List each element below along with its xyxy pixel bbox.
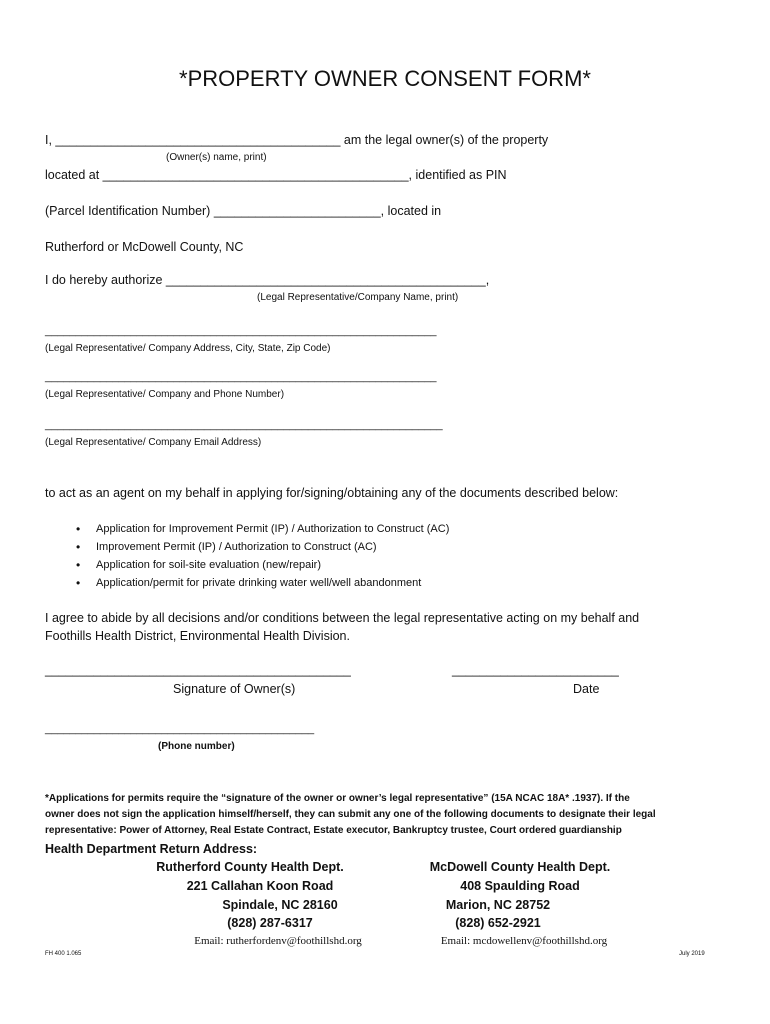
form-title: *PROPERTY OWNER CONSENT FORM* [179, 66, 591, 91]
return-address-heading: Health Department Return Address: [45, 842, 258, 856]
agree-statement-1: I agree to abide by all decisions and/or conditions between the legal representative acting on my behalf and [45, 611, 640, 625]
legal-note-1: *Applications for permits require the “signature of the owner or owner’s legal representative” (15A NCAC 18A* .1937). If the [45, 793, 630, 804]
mcdowell-city: Marion, NC 28752 [445, 898, 551, 912]
authorize-line: I do hereby authorize ______________________________________________, [45, 273, 490, 287]
phone-company-caption: (Legal Representative/ Company and Phone Number) [45, 389, 285, 400]
date-label: Date [573, 682, 600, 696]
revision-date: July 2019 [679, 951, 705, 957]
owner-phone-line: ____________________________________________ [45, 723, 315, 735]
rutherford-email: Email: rutherfordenv@foothillshd.org [194, 935, 362, 947]
rutherford-name: Rutherford County Health Dept. [156, 860, 344, 874]
owner-line-caption: (Owner(s) name, print) [166, 152, 267, 163]
agent-statement: to act as an agent on my behalf in applying for/signing/obtaining any of the documents described below: [45, 486, 619, 500]
document-list [76, 520, 449, 592]
list-item: • Application/permit for private drinking water well/well abandonment [76, 574, 449, 592]
phone-company-line: ________________________________________________________________ [45, 371, 437, 383]
signature-line: ____________________________________________ [45, 663, 351, 677]
rutherford-city: Spindale, NC 28160 [222, 898, 338, 912]
legal-note-3: representative: Power of Attorney, Real Estate Contract, Estate executor, Bankruptcy trustee, Court ordered guardianship [45, 825, 622, 836]
county-line: Rutherford or McDowell County, NC [45, 240, 244, 254]
legal-note-2: owner does not sign the application himself/herself, they can submit any one of the following documents to designate their legal [45, 809, 656, 820]
rutherford-street: 221 Callahan Koon Road [186, 879, 334, 893]
mcdowell-name: McDowell County Health Dept. [429, 860, 611, 874]
address-line: ________________________________________________________________ [45, 325, 437, 337]
rutherford-phone: (828) 287-6317 [227, 916, 313, 930]
signature-label: Signature of Owner(s) [173, 682, 296, 696]
owner-line: I, _________________________________________ am the legal owner(s) of the property [45, 133, 549, 147]
pin-line: (Parcel Identification Number) ________________________, located in [45, 204, 442, 218]
list-item: • Application for soil-site evaluation (new/repair) [76, 556, 449, 574]
mcdowell-email: Email: mcdowellenv@foothillshd.org [440, 935, 608, 947]
list-item: • Improvement Permit (IP) / Authorization to Construct (AC) [76, 538, 449, 556]
address-caption: (Legal Representative/ Company Address, City, State, Zip Code) [45, 343, 331, 354]
agree-statement-2: Foothills Health District, Environmental Health Division. [45, 629, 350, 643]
owner-phone-label: (Phone number) [158, 741, 235, 752]
date-line: ________________________ [452, 663, 619, 677]
form-number: FH 400 1.065 [45, 951, 82, 957]
email-line: _________________________________________________________________ [45, 419, 443, 431]
list-item: • Application for Improvement Permit (IP) / Authorization to Construct (AC) [76, 520, 449, 538]
email-caption: (Legal Representative/ Company Email Address) [45, 437, 262, 448]
mcdowell-street: 408 Spaulding Road [460, 879, 580, 893]
mcdowell-phone: (828) 652-2921 [455, 916, 541, 930]
location-line: located at ____________________________________________, identified as PIN [45, 168, 507, 182]
authorize-caption: (Legal Representative/Company Name, print) [257, 292, 459, 303]
